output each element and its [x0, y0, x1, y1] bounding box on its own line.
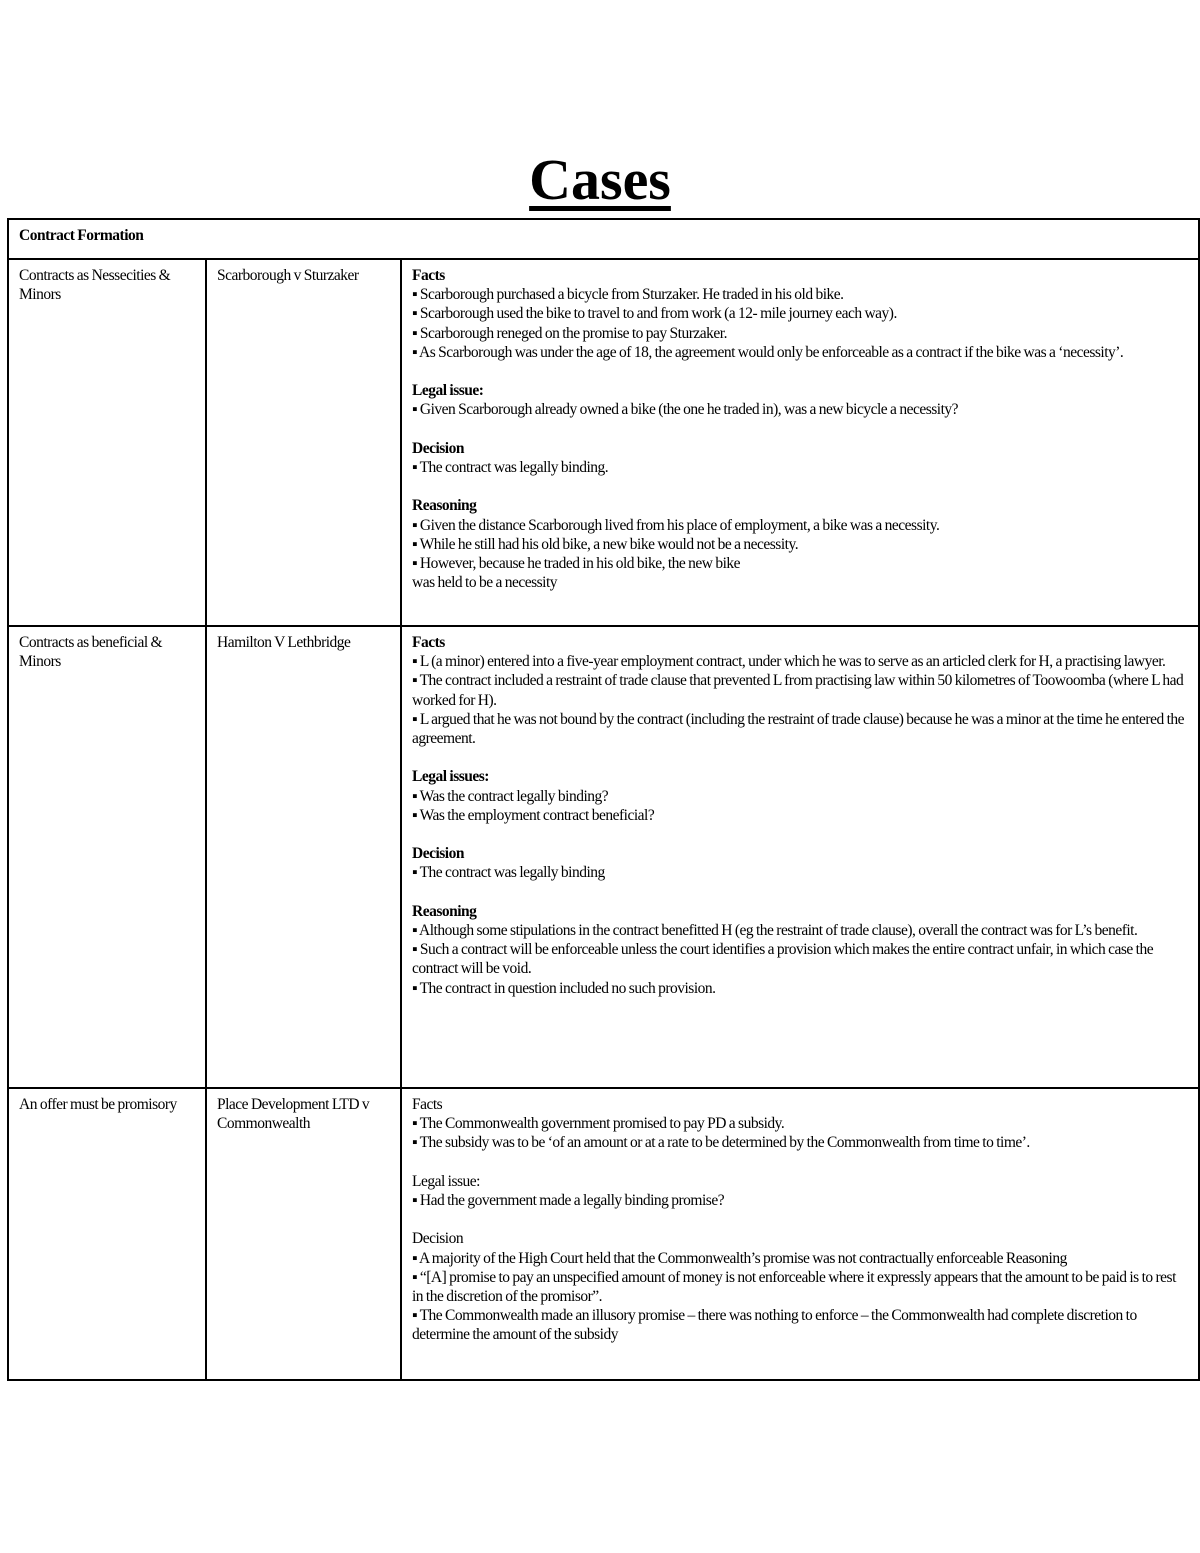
topic-cell: Contracts as Nessecities & Minors [8, 259, 206, 626]
bullet-point: ▪ The contract was legally binding. [412, 459, 609, 476]
bullet-point: ▪ Scarborough reneged on the promise to pay Sturzaker. [412, 324, 727, 342]
case-section [412, 381, 1188, 419]
section-header: Contract Formation [8, 219, 1199, 259]
section-heading: Decision [412, 439, 464, 457]
bullet-point: ▪ The contract was legally binding [412, 864, 605, 882]
bullet-point: ▪ However, because he traded in his old bike, the new bike [412, 555, 741, 572]
section-heading: Facts [412, 1096, 443, 1113]
bullet-point: ▪ Given Scarborough already owned a bike (the one he traded in), was a new bicycle a necessity? [412, 401, 959, 419]
section-heading: Legal issue: [412, 382, 484, 400]
bullet-point: ▪ The subsidy was to be ‘of an amount or at a rate to be determined by the Commonwealth from time to time’. [412, 1134, 1030, 1152]
bullet-point: ▪ While he still had his old bike, a new bike would not be a necessity. [412, 535, 799, 553]
case-details-cell [401, 259, 1199, 626]
case-section [412, 844, 1188, 882]
topic-cell: Contracts as beneficial & Minors [8, 626, 206, 1088]
case-name-cell: Scarborough v Sturzaker [206, 259, 401, 626]
section-heading: Decision [412, 845, 464, 863]
case-details-cell [401, 626, 1199, 1088]
section-heading: Reasoning [412, 497, 477, 515]
section-heading: Decision [412, 1230, 464, 1248]
bullet-point: ▪ Scarborough purchased a bicycle from Sturzaker. He traded in his old bike. [412, 286, 844, 304]
table-header-row [8, 219, 1199, 259]
case-section [412, 1172, 1188, 1210]
case-section [412, 902, 1188, 998]
section-heading: Reasoning [412, 902, 477, 920]
bullet-point: was held to be a necessity [412, 574, 558, 592]
bullet-point: ▪ A majority of the High Court held that the Commonwealth’s promise was not contractually enforceable Reasoning [412, 1249, 1067, 1267]
table-row [8, 259, 1199, 626]
case-name-cell: Place Development LTD v Commonwealth [206, 1088, 401, 1380]
bullet-point: ▪ As Scarborough was under the age of 18, the agreement would only be enforceable as a contract if the bike was a ‘necessity’. [412, 343, 1124, 361]
cases-table [7, 218, 1200, 1381]
case-name-cell: Hamilton V Lethbridge [206, 626, 401, 1088]
topic-cell: An offer must be promisory [8, 1088, 206, 1380]
bullet-point: ▪ Was the contract legally binding? [412, 787, 609, 805]
case-section [412, 1229, 1188, 1344]
bullet-point: ▪ The contract in question included no such provision. [412, 979, 716, 997]
bullet-point: ▪ Such a contract will be enforceable unless the court identifies a provision which makes the entire contract unfair, in which case the contract will be void. [412, 941, 1154, 978]
bullet-point: ▪ Had the government made a legally binding promise? [412, 1192, 725, 1209]
case-section [412, 266, 1188, 362]
case-section [412, 767, 1188, 825]
table-row [8, 626, 1199, 1088]
bullet-point: ▪ Was the employment contract beneficial? [412, 806, 655, 824]
section-heading: Legal issue: [412, 1172, 480, 1190]
bullet-point: ▪ “[A] promise to pay an unspecified amount of money is not enforceable where it expressly appears that the amount to be paid is to rest in the discretion of the promisor”. [412, 1268, 1176, 1305]
bullet-point: ▪ L argued that he was not bound by the contract (including the restraint of trade clause) because he was a minor at the time he entered the agreement. [412, 710, 1185, 748]
bullet-point: ▪ Given the distance Scarborough lived from his place of employment, a bike was a necessity. [412, 516, 940, 534]
case-section [412, 1095, 1188, 1153]
bullet-point: ▪ L (a minor) entered into a five-year employment contract, under which he was to serve as an articled clerk for H, a practising lawyer. [412, 653, 1166, 671]
bullet-point: ▪ Although some stipulations in the contract benefitted H (eg the restraint of trade clause), overall the contract was for L’s benefit. [412, 922, 1138, 939]
bullet-point: ▪ The Commonwealth government promised to pay PD a subsidy. [412, 1115, 785, 1133]
section-heading: Facts [412, 634, 445, 651]
bullet-point: ▪ Scarborough used the bike to travel to and from work (a 12- mile journey each way). [412, 305, 897, 323]
case-section [412, 633, 1188, 748]
case-details-cell [401, 1088, 1199, 1380]
case-section [412, 439, 1188, 477]
case-section [412, 496, 1188, 592]
bullet-point: ▪ The Commonwealth made an illusory promise – there was nothing to enforce – the Commonwealth had complete discretion to determine the amount of the subsidy [412, 1307, 1137, 1344]
section-heading: Facts [412, 267, 445, 284]
bullet-point: ▪ The contract included a restraint of trade clause that prevented L from practising law within 50 kilometres of Toowoomba (where L had worked for H). [412, 672, 1184, 709]
page-title: Cases [529, 147, 671, 212]
table-row [8, 1088, 1199, 1380]
section-heading: Legal issues: [412, 768, 489, 786]
